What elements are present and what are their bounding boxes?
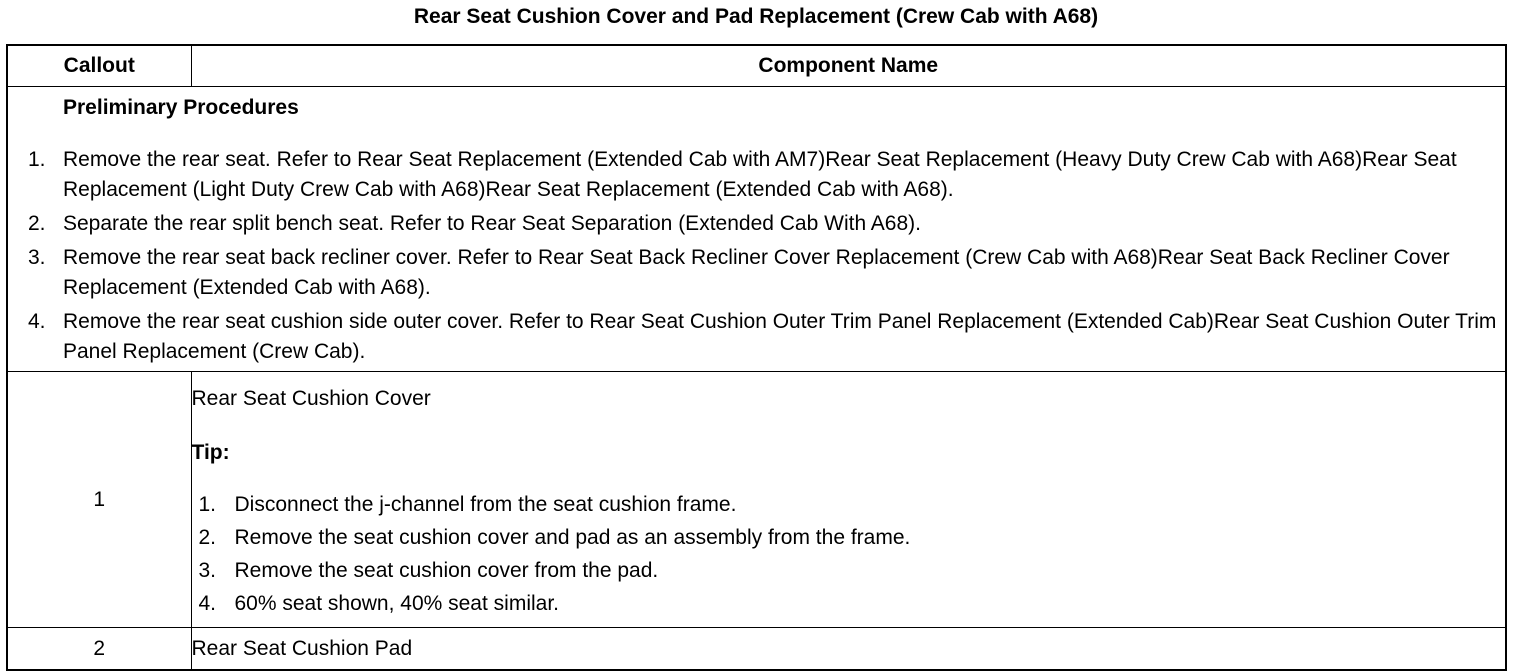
tip-step	[192, 589, 1506, 619]
step-number: 1.	[28, 148, 46, 171]
callout-cell: 2	[7, 628, 191, 671]
table-row	[7, 628, 1506, 671]
preliminary-steps-list	[8, 145, 1505, 367]
step-text: Separate the rear split bench seat. Refer to Rear Seat Separation (Extended Cab With A68).	[63, 212, 921, 235]
callout-header: Callout	[7, 45, 191, 87]
tip-steps-list	[192, 490, 1506, 619]
step-number: 2.	[28, 212, 46, 235]
step-number: 2.	[198, 525, 217, 549]
component-cell	[191, 372, 1506, 628]
preliminary-step	[8, 145, 1505, 205]
component-name: Rear Seat Cushion Cover	[191, 386, 431, 410]
step-number: 1.	[198, 492, 217, 516]
preliminary-row	[7, 87, 1506, 372]
step-text: Remove the seat cushion cover and pad as an assembly from the frame.	[234, 525, 911, 549]
tip-label: Tip:	[191, 440, 230, 464]
table-row	[7, 372, 1506, 628]
tip-step	[192, 490, 1506, 520]
step-text: Remove the seat cushion cover from the pad.	[234, 558, 659, 582]
step-number: 3.	[198, 558, 217, 582]
step-text: Remove the rear seat. Refer to Rear Seat Replacement (Extended Cab with AM7)Rear Seat Replacement (Heavy Duty Crew Cab with A68)Rear Seat Replacement (Light Duty Crew Cab with A68)Rear Seat Replacement (Extended Cab with A68).	[63, 148, 1457, 201]
document-title: Rear Seat Cushion Cover and Pad Replacement (Crew Cab with A68)	[413, 5, 1099, 28]
step-number: 4.	[198, 591, 217, 615]
step-text: Disconnect the j-channel from the seat cushion frame.	[234, 492, 737, 516]
step-number: 3.	[28, 246, 46, 269]
preliminary-step	[8, 243, 1505, 303]
tip-step	[192, 523, 1506, 553]
preliminary-title: Preliminary Procedures	[63, 96, 299, 119]
preliminary-step	[8, 307, 1505, 367]
component-table	[6, 44, 1507, 671]
preliminary-procedures	[7, 87, 1506, 372]
step-text: Remove the rear seat back recliner cover. Refer to Rear Seat Back Recliner Cover Replacement (Crew Cab with A68)Rear Seat Back Recliner Cover Replacement (Extended Cab with A68).	[63, 246, 1450, 299]
tip-step	[192, 556, 1506, 586]
callout-cell: 1	[7, 372, 191, 628]
preliminary-step	[8, 209, 1505, 239]
component-name-header: Component Name	[191, 45, 1506, 87]
step-number: 4.	[28, 310, 46, 333]
step-text: Remove the rear seat cushion side outer cover. Refer to Rear Seat Cushion Outer Trim Panel Replacement (Extended Cab)Rear Seat Cushion Outer Trim Panel Replacement (Crew Cab).	[63, 310, 1497, 363]
component-name: Rear Seat Cushion Pad	[191, 628, 1506, 671]
table-header-row	[7, 45, 1506, 87]
step-text: 60% seat shown, 40% seat similar.	[234, 591, 559, 615]
